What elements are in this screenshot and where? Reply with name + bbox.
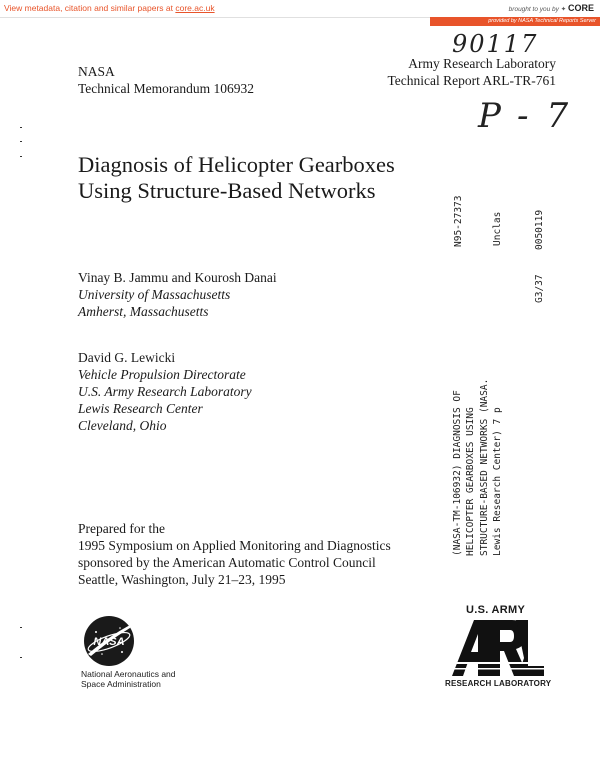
svg-text:NASA: NASA bbox=[93, 636, 125, 648]
research-laboratory-label: RESEARCH LABORATORY bbox=[445, 679, 552, 688]
prepared-line-2: 1995 Symposium on Applied Monitoring and Diagnostics bbox=[78, 538, 391, 553]
paper-title bbox=[78, 152, 395, 204]
core-brought-by: brought to you by bbox=[508, 6, 559, 13]
author-directorate: Vehicle Propulsion Directorate bbox=[78, 367, 246, 382]
accession-number: N95-27373 bbox=[453, 195, 464, 247]
nasa-caption-line-1: National Aeronautics and bbox=[81, 669, 176, 679]
core-metadata-text bbox=[4, 3, 215, 13]
author-city: Cleveland, Ohio bbox=[78, 418, 167, 433]
unclassified-stamp: Unclas bbox=[492, 211, 503, 246]
arl-logo bbox=[452, 618, 544, 678]
margin-tick bbox=[20, 627, 22, 628]
nasa-org: NASA bbox=[78, 64, 115, 79]
prepared-for-block bbox=[78, 520, 391, 588]
title-line-1: Diagnosis of Helicopter Gearboxes bbox=[78, 152, 395, 177]
author-center: Lewis Research Center bbox=[78, 401, 203, 416]
citation-line-1: (NASA-TM-106932) DIAGNOSIS OF bbox=[452, 390, 463, 556]
author-block-2 bbox=[78, 349, 252, 434]
title-line-2: Using Structure-Based Networks bbox=[78, 178, 376, 203]
prepared-line-4: Seattle, Washington, July 21–23, 1995 bbox=[78, 572, 286, 587]
core-link[interactable]: core.ac.uk bbox=[175, 3, 215, 13]
core-logo-text: CORE bbox=[567, 3, 594, 13]
citation-line-2: HELICOPTER GEARBOXES USING bbox=[465, 407, 476, 556]
arl-header bbox=[387, 55, 556, 89]
nasa-caption bbox=[81, 669, 176, 689]
core-logo-icon: ✦ bbox=[560, 6, 567, 13]
handwritten-number: 90117 bbox=[452, 30, 539, 58]
us-army-label: U.S. ARMY bbox=[466, 604, 526, 616]
core-metadata-label: View metadata, citation and similar papers at bbox=[4, 3, 173, 13]
author-block-1 bbox=[78, 269, 277, 320]
author-names: Vinay B. Jammu and Kourosh Danai bbox=[78, 270, 277, 285]
prepared-line-1: Prepared for the bbox=[78, 521, 165, 536]
arl-report-number: Technical Report ARL-TR-761 bbox=[387, 73, 556, 88]
category-code: G3/37 bbox=[534, 274, 545, 303]
margin-tick bbox=[20, 156, 22, 157]
author-location: Amherst, Massachusetts bbox=[78, 304, 209, 319]
provided-by-bar[interactable]: provided by NASA Technical Reports Server bbox=[430, 17, 600, 26]
margin-tick bbox=[20, 141, 22, 142]
margin-tick bbox=[20, 127, 22, 128]
citation-line-4: Lewis Research Center) 7 p bbox=[492, 407, 503, 556]
margin-tick bbox=[20, 657, 22, 658]
core-brand[interactable] bbox=[509, 3, 594, 13]
citation-line-3: STRUCTURE-BASED NETWORKS (NASA. bbox=[479, 378, 490, 556]
core-banner bbox=[0, 0, 600, 18]
author-affiliation: University of Massachusetts bbox=[78, 287, 231, 302]
handwritten-page-count: P-7 bbox=[478, 96, 587, 136]
nasa-meatball-logo bbox=[82, 614, 136, 668]
author-laboratory: U.S. Army Research Laboratory bbox=[78, 384, 252, 399]
nasa-header bbox=[78, 63, 254, 97]
nasa-memo-number: Technical Memorandum 106932 bbox=[78, 81, 255, 96]
author-name: David G. Lewicki bbox=[78, 350, 176, 365]
nasa-caption-line-2: Space Administration bbox=[81, 679, 161, 689]
arl-org: Army Research Laboratory bbox=[408, 56, 556, 71]
document-number: 0050119 bbox=[534, 209, 545, 250]
prepared-line-3: sponsored by the American Automatic Control Council bbox=[78, 555, 376, 570]
